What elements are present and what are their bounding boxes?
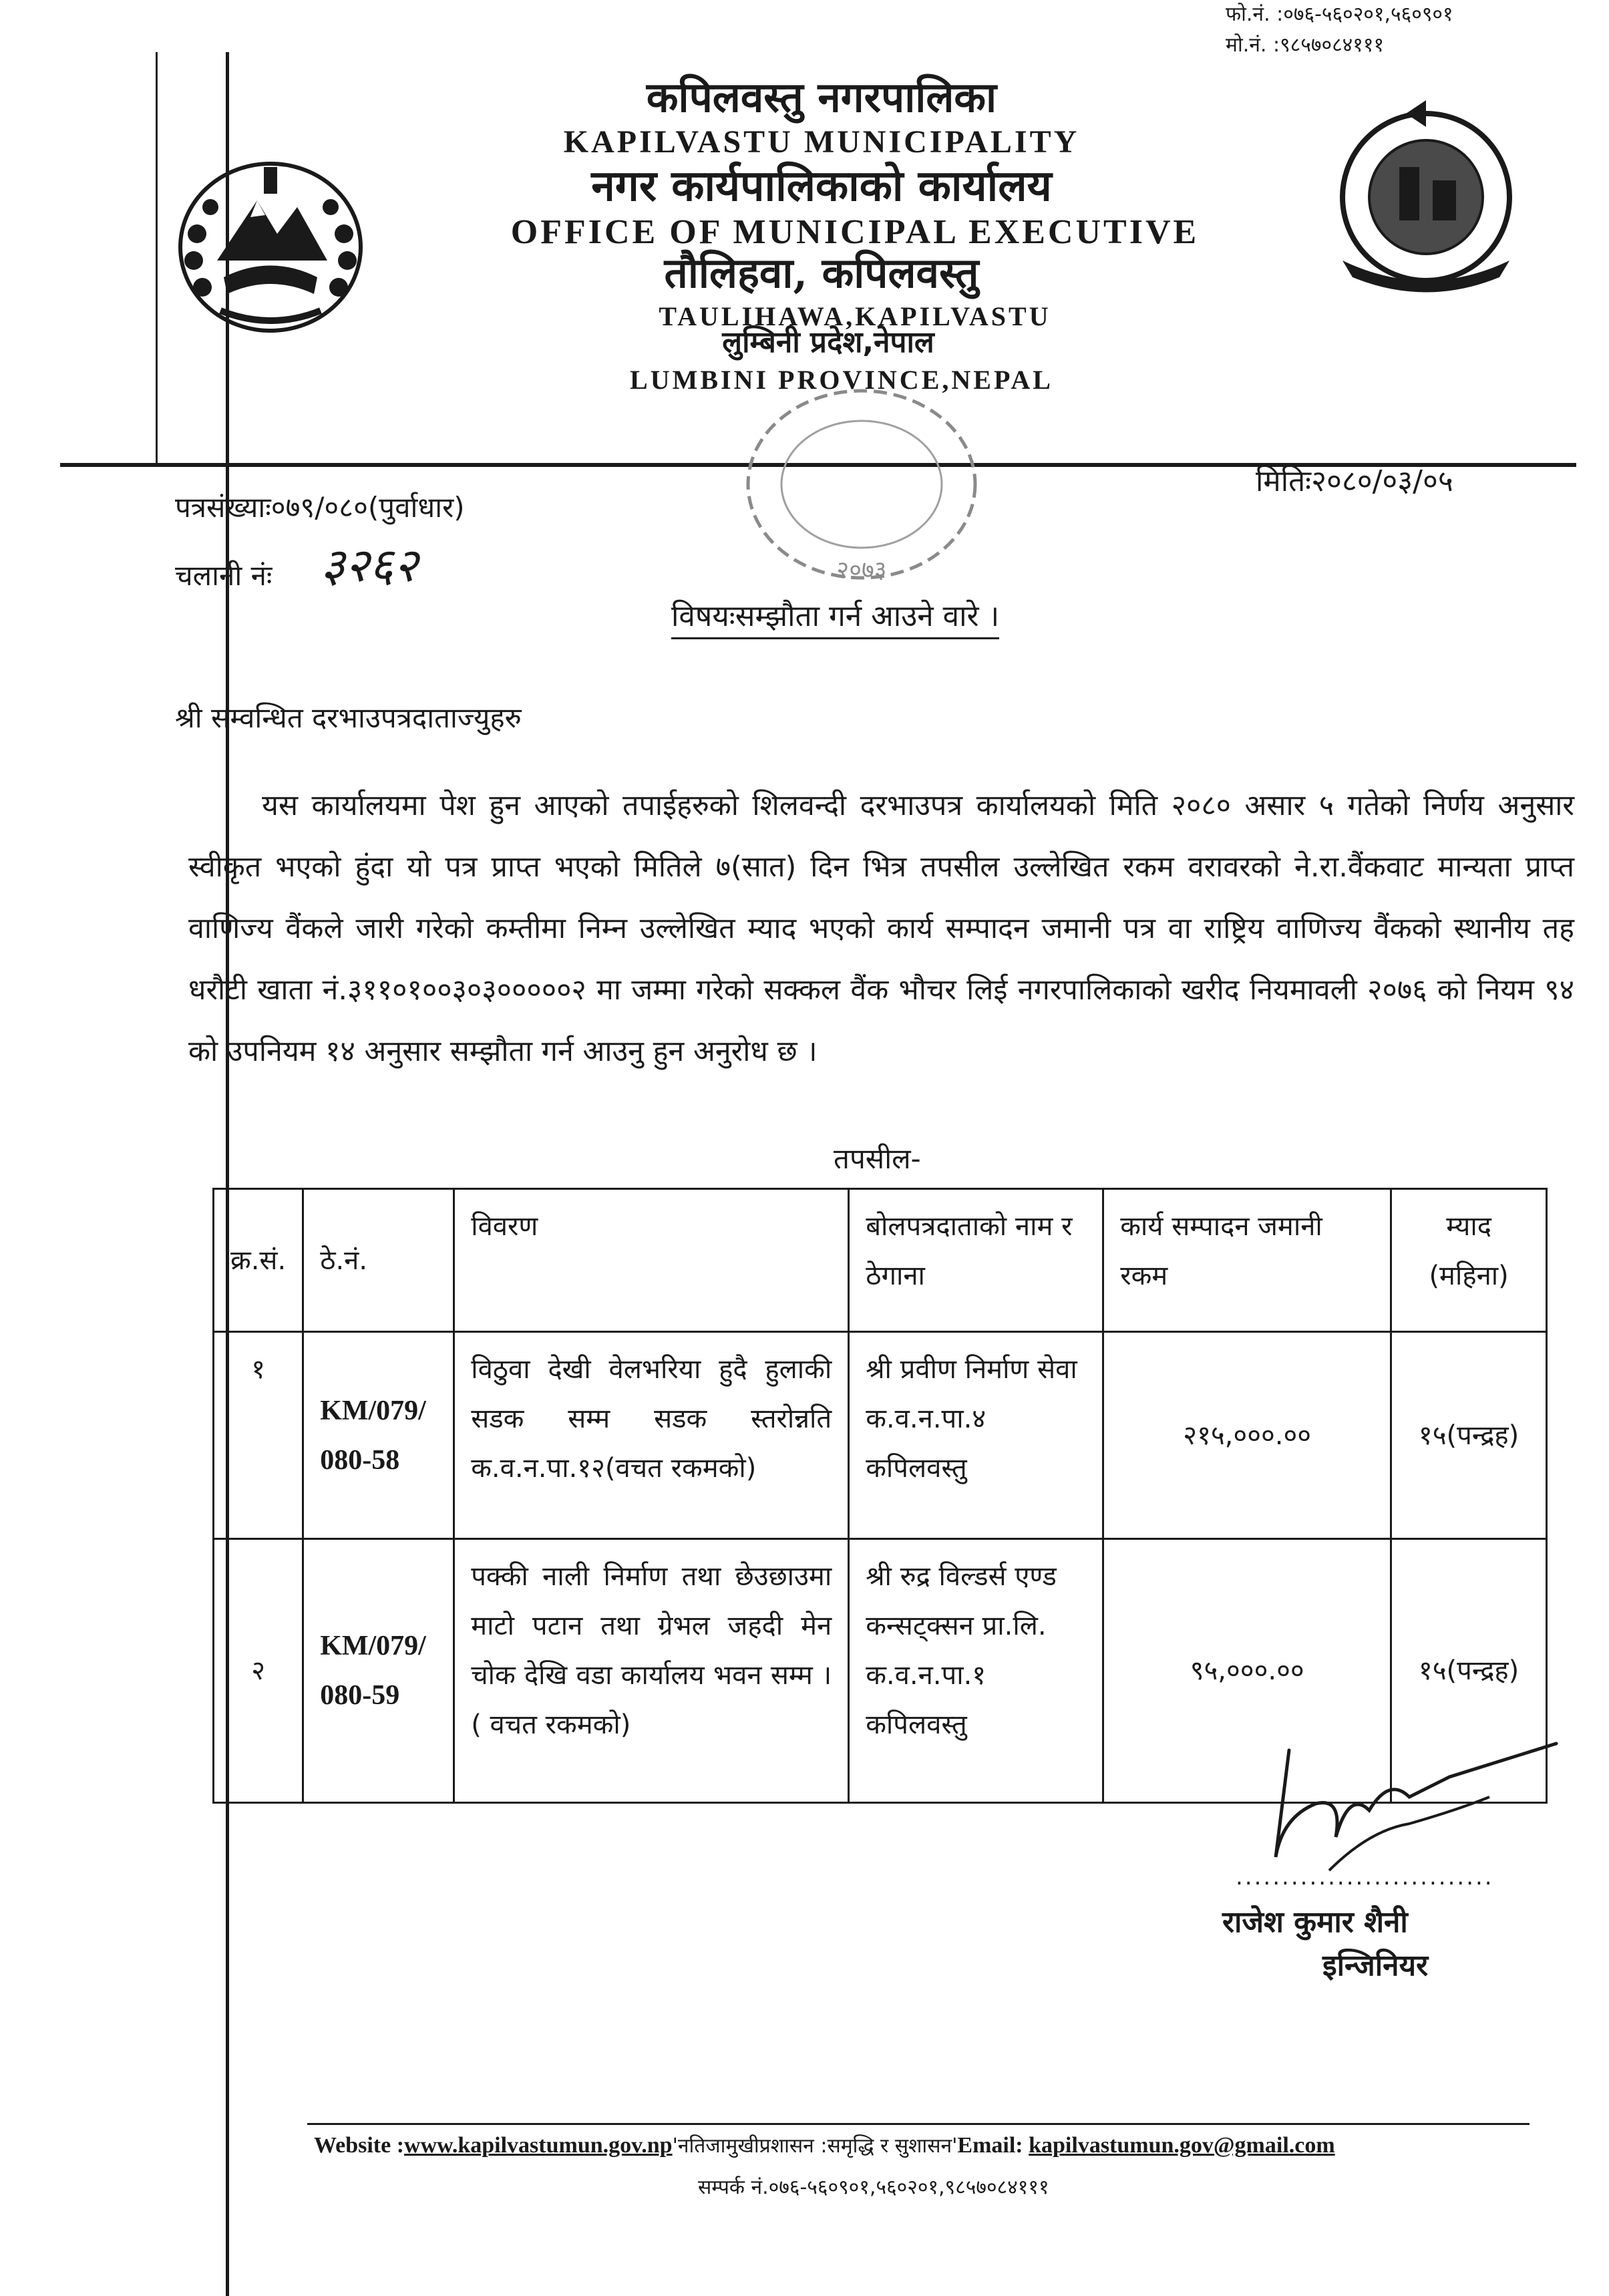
office-stamp-icon [728,377,995,598]
footer-website-line [314,2131,1335,2158]
tapsil-table [212,1188,1548,1804]
footer-slogan: 'नतिजामुखीप्रशासन :समृद्धि र सुशासन' [672,2134,958,2158]
header-name-np: कपिलवस्तु नगरपालिका [646,73,997,122]
cell-sn: २ [214,1539,303,1803]
cell-duration: १५(पन्द्रह) [1391,1539,1547,1803]
left-margin-line [226,52,229,2296]
cell-desc: पक्की नाली निर्माण तथा छेउछाउमा माटो पटान तथा ग्रेभल जहदी मेन चोक देखि वडा कार्यालय भवन सम्म ।( वचत रकमको) [454,1539,849,1803]
contact-phone: फो.नं. :०७६-५६०२०१,५६०९०१ [1226,3,1453,26]
footer-email-link[interactable]: kapilvastumun.gov@gmail.com [1029,2133,1335,2158]
header-office-en: OFFICE OF MUNICIPAL EXECUTIVE [510,213,1200,251]
footer-website-label: Website : [314,2133,405,2158]
cell-desc: विठुवा देखी वेलभरिया हुदै हुलाकी सडक सम्म सडक स्तरोन्नति क.व.न.पा.१२(वचत रकमको) [454,1332,849,1539]
col-header-bidder: बोलपत्रदाताको नाम र ठेगाना [849,1189,1103,1332]
header-place-en: TAULIHAWA,KAPILVASTU [659,301,1051,331]
svg-text:२०७३: २०७३ [836,556,887,584]
nepal-emblem-icon [170,154,371,341]
cell-code: KM/079/080-59 [303,1539,454,1803]
signatory-name: राजेश कुमार शैनी [1222,1905,1408,1939]
tapsil-heading: तपसील- [834,1142,921,1175]
cell-bidder: श्री प्रवीण निर्माण सेवा क.व.न.पा.४ कपिलवस्तु [849,1332,1103,1539]
footer-website-link[interactable]: www.kapilvastumun.gov.np [404,2133,673,2158]
cell-amount: ९५,०००.०० [1103,1539,1391,1803]
cell-sn: १ [214,1332,303,1539]
footer-email-label: Email: [957,2133,1023,2158]
col-header-code: ठे.नं. [303,1189,454,1332]
table-header-row [214,1189,1547,1332]
header-place-np: तौलिहवा, कपिलवस्तु [664,249,979,297]
contact-mobile: मो.नं. :९८५७०८४१११ [1226,33,1385,57]
header-province-en: LUMBINI PROVINCE,NEPAL [630,365,1053,395]
footer-rule [307,2123,1530,2125]
municipality-seal-icon [1326,100,1526,301]
header-left-line [156,52,158,466]
cell-bidder: श्री रुद्र विल्डर्स एण्ड कन्सट्क्सन प्रा.लि. क.व.न.पा.१ कपिलवस्तु [849,1539,1103,1803]
col-header-amount: कार्य सम्पादन जमानी रकम [1103,1189,1391,1332]
signatory-title: इन्जिनियर [1322,1949,1429,1983]
letter-body: यस कार्यालयमा पेश हुन आएको तपाईहरुको शिलवन्दी दरभाउपत्र कार्यालयको मिति २०८० असार ५ गतेको निर्णय अनुसार स्वीकृत भएको हुंदा यो पत्र प्राप्त भएको मितिले ७(सात) दिन भित्र तपसील उल्लेखित रकम वरावरको ने.रा.वैंकवाट मान्यता प्राप्त वाणिज्य वैंकले जारी गरेको कम्तीमा निम्न उल्लेखित म्याद भएको कार्य सम्पादन जमानी पत्र वा राष्ट्रिय वाणिज्य वैंकको स्थानीय तह धरौटी खाता नं.३११०१००३०३०००००२ मा जम्मा गरेको सक्कल वैंक भौचर लिई नगरपालिकाको खरीद नियमावली २०७६ को नियम ९४ को उपनियम १४ अनुसार सम्झौता गर्न आउनु हुन अनुरोध छ । [188,789,1574,1068]
patra-sankhya: पत्रसंख्याः०७९/०८०(पुर्वाधार) [175,491,465,524]
cell-duration: १५(पन्द्रह) [1391,1332,1547,1539]
letter-subject: विषयःसम्झौता गर्न आउने वारे । [671,595,999,639]
signature-dots: ............................ [1236,1864,1494,1891]
col-header-duration: म्याद (महिना) [1391,1189,1547,1332]
addressee: श्री सम्वन्धित दरभाउपत्रदाताज्युहरु [175,701,522,734]
table-row [214,1332,1547,1539]
letter-date: मितिः२०८०/०३/०५ [1256,464,1453,498]
cell-code: KM/079/080-58 [303,1332,454,1539]
chalani-label: चलानी नंः [175,559,273,592]
cell-amount: २१५,०००.०० [1103,1332,1391,1539]
footer-contact: सम्पर्क नं.०७६-५६०९०१,५६०२०१,९८५७०८४१११ [698,2176,1049,2199]
col-header-desc: विवरण [454,1189,849,1332]
header-name-en: KAPILVASTU MUNICIPALITY [563,124,1080,160]
col-header-sn: क्र.सं. [214,1189,303,1332]
chalani-number: ३२६२ [321,538,418,593]
header-province-np: लुम्बिनी प्रदेश,नेपाल [722,325,934,359]
header-office-np: नगर कार्यपालिकाको कार्यालय [591,161,1052,211]
